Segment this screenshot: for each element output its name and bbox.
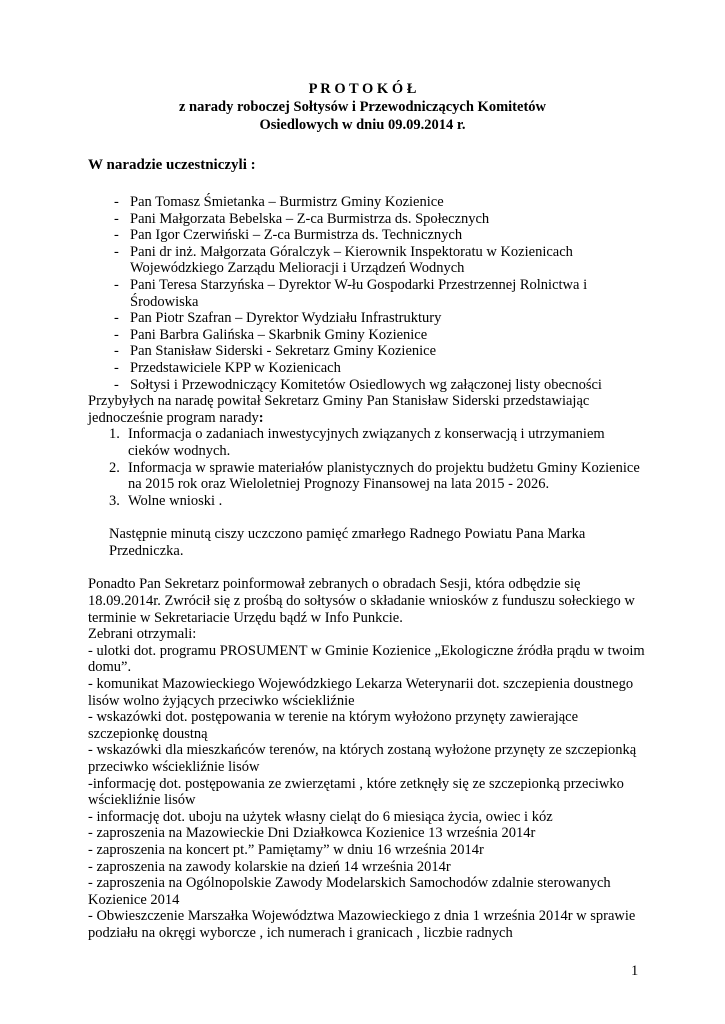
intro-paragraph	[88, 393, 648, 426]
agenda-text: Informacja w sprawie materiałów planistycznych do projektu budżetu Gminy Kozienice na 2015 rok oraz Wieloletniej Prognozy Finansowej na lata 2015 - 2026.	[128, 459, 640, 493]
agenda-number: 2.	[109, 459, 120, 476]
participant-text: Pani Małgorzata Bebelska – Z-ca Burmistrza ds. Społecznych	[130, 210, 490, 227]
participant-text: Pan Piotr Szafran – Dyrektor Wydziału Infrastruktury	[130, 310, 442, 327]
secretary-info: Ponadto Pan Sekretarz poinformował zebranych o obradach Sesji, która odbędzie się 18.09.2014r. Zwrócił się z prośbą do sołtysów o składanie wniosków z funduszu sołeckiego w terminie w Sekretariacie Urzędu bądź w Info Punkcie.	[88, 576, 635, 626]
participant-item	[88, 327, 648, 344]
participants-list	[88, 194, 648, 393]
agenda-item	[88, 493, 648, 510]
intro-text: Przybyłych na naradę powitał Sekretarz Gminy Pan Stanisław Siderski przedstawiając jednocześnie program narady	[88, 393, 590, 426]
dash-marker: -	[114, 376, 119, 393]
title-subject: z narady roboczej Sołtysów i Przewodniczących Komitetów	[179, 99, 546, 115]
received-list	[88, 643, 648, 942]
participant-item	[88, 377, 648, 394]
agenda-item	[88, 460, 648, 493]
received-item: - informację dot. uboju na użytek własny cieląt do 6 miesiąca życia, owiec i kóz	[88, 808, 553, 825]
received-item: - ulotki dot. programu PROSUMENT w Gminie Kozienice „Ekologiczne źródła prądu w twoim domu”.	[88, 642, 645, 676]
participant-item	[88, 227, 648, 244]
received-item: -informację dot. postępowania ze zwierzętami , które zetknęły się ze szczepionką przeciwko wściekliźnie lisów	[88, 775, 624, 809]
document-title	[0, 80, 725, 134]
participants-heading-block	[88, 157, 648, 174]
agenda-text: Informacja o zadaniach inwestycyjnych związanych z konserwacją i utrzymaniem cieków wodnych.	[128, 426, 605, 459]
participant-text: Pani Teresa Starzyńska – Dyrektor W-łu Gospodarki Przestrzennej Rolnictwa i Środowiska	[130, 276, 588, 310]
participant-text: Przedstawiciele KPP w Kozienicach	[130, 359, 341, 376]
received-item: - komunikat Mazowieckiego Wojewódzkiego Lekarza Weterynarii dot. szczepienia doustnego lisów wolno żyjących przeciwko wściekliźnie	[88, 676, 634, 709]
dash-marker: -	[114, 227, 119, 244]
title-protokol: P R O T O K Ó Ł	[308, 81, 417, 97]
received-heading: Zebrani otrzymali:	[88, 626, 197, 643]
participant-item	[88, 194, 648, 211]
dash-marker: -	[114, 326, 119, 343]
participant-item	[88, 211, 648, 228]
participant-text: Pan Igor Czerwiński – Z-ca Burmistrza ds. Technicznych	[130, 227, 463, 244]
participant-text: Pan Stanisław Siderski - Sekretarz Gminy Kozienice	[130, 343, 437, 360]
dash-marker: -	[114, 210, 119, 227]
received-item: - wskazówki dot. postępowania w terenie na którym wyłożono przynęty zawierające szczepionkę doustną	[88, 709, 579, 742]
participant-text: Sołtysi i Przewodniczący Komitetów Osiedlowych wg załączonej listy obecności	[130, 376, 602, 393]
participant-text: Pan Tomasz Śmietanka – Burmistrz Gminy Kozienice	[130, 194, 444, 210]
participant-text: Pani dr inż. Małgorzata Góralczyk – Kierownik Inspektoratu w Kozienicach Wojewódzkiego Zarządu Melioracji i Urządzeń Wodnych	[130, 243, 573, 277]
participant-item	[88, 360, 648, 377]
intro-colon: :	[258, 409, 264, 426]
participant-text: Pani Barbra Galińska – Skarbnik Gminy Kozienice	[130, 326, 428, 343]
agenda-list	[88, 426, 648, 509]
dash-marker: -	[114, 310, 119, 327]
agenda-item	[88, 426, 648, 459]
dash-marker: -	[114, 359, 119, 376]
minute-of-silence: Następnie minutą ciszy uczczono pamięć zmarłego Radnego Powiatu Pana Marka Przedniczka.	[109, 526, 586, 559]
received-item: - zaproszenia na koncert pt.” Pamiętamy” w dniu 16 września 2014r	[88, 841, 484, 858]
received-item: - wskazówki dla mieszkańców terenów, na których zostaną wyłożone przynęty ze szczepionką przeciwko wściekliźnie lisów	[88, 742, 637, 775]
agenda-number: 1.	[109, 426, 120, 443]
participant-item	[88, 244, 648, 277]
agenda-number: 3.	[109, 492, 120, 509]
dash-marker: -	[114, 243, 119, 260]
agenda-text: Wolne wnioski .	[128, 492, 223, 509]
participants-heading: W naradzie uczestniczyli :	[88, 157, 256, 173]
participants-section	[88, 194, 648, 942]
dash-marker: -	[114, 194, 119, 210]
title-date: Osiedlowych w dniu 09.09.2014 r.	[259, 117, 466, 133]
received-item: - zaproszenia na zawody kolarskie na dzień 14 września 2014r	[88, 858, 451, 875]
dash-marker: -	[114, 343, 119, 360]
received-item: - zaproszenia na Mazowieckie Dni Działkowca Kozienice 13 września 2014r	[88, 825, 536, 842]
page-number: 1	[631, 963, 639, 979]
participant-item	[88, 277, 648, 310]
participant-item	[88, 343, 648, 360]
received-item: - Obwieszczenie Marszałka Województwa Mazowieckiego z dnia 1 września 2014r w sprawie podziału na okręgi wyborcze , ich numerach i granicach , liczbie radnych	[88, 908, 636, 941]
participant-item	[88, 310, 648, 327]
received-item: - zaproszenia na Ogólnopolskie Zawody Modelarskich Samochodów zdalnie sterowanych Kozienice 2014	[88, 875, 611, 908]
dash-marker: -	[114, 276, 119, 293]
